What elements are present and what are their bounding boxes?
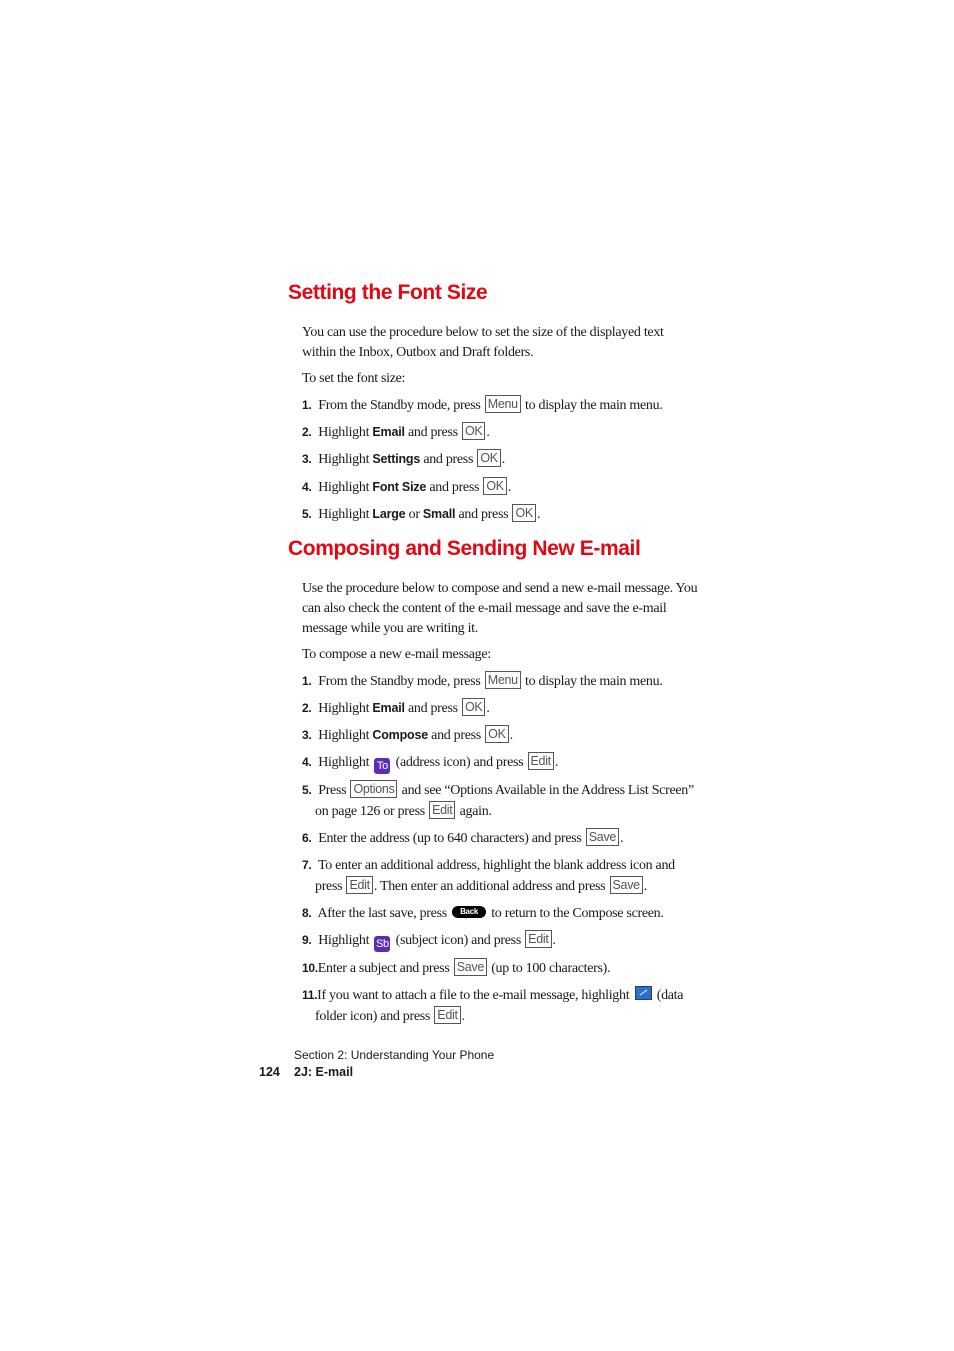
menu-key: Menu <box>485 395 521 413</box>
footer-section: Section 2: Understanding Your Phone <box>294 1048 495 1062</box>
subject-icon: Sb <box>375 938 389 950</box>
section-title-compose: Composing and Sending New E-mail <box>288 537 641 560</box>
address-icon: To <box>374 758 390 774</box>
font-step-3: 3. Highlight Settings and press OK . <box>302 451 505 467</box>
section-title-font-size: Setting the Font Size <box>288 281 488 304</box>
compose-step-10: 10.Enter a subject and press Save (up to 100 characters). <box>302 960 611 976</box>
ok-key: OK <box>512 504 535 522</box>
font-intro: You can use the procedure below to set the size of the displayed text within the Inbox, Outbox and Draft folders. <box>302 325 664 360</box>
ok-key: OK <box>483 477 506 495</box>
compose-step-7: 7. To enter an additional address, highlight the blank address icon and press Edit . Then enter an additional address and press Save . <box>302 858 675 894</box>
font-step-5: 5. Highlight Large or Small and press OK . <box>302 506 541 522</box>
compose-step-11: 11.If you want to attach a file to the e-mail message, highlight (data folder icon) and press Edit . <box>302 988 684 1024</box>
footer-chapter: 2J: E-mail <box>294 1065 354 1079</box>
menu-key: Menu <box>485 671 521 689</box>
save-key: Save <box>610 876 643 894</box>
compose-step-4: 4. Highlight To (address icon) and press Edit . <box>302 754 559 772</box>
back-key-icon: Back <box>452 906 486 918</box>
font-step-4: 4. Highlight Font Size and press OK . <box>302 479 512 495</box>
compose-lead: To compose a new e-mail message: <box>302 647 491 662</box>
compose-intro: Use the procedure below to compose and send a new e-mail message. You can also check the content of the e-mail message and save the e-mail message while you are writing it. <box>302 581 698 636</box>
compose-step-8: 8. After the last save, press Back to return to the Compose screen. <box>302 906 664 921</box>
edit-key: Edit <box>528 752 554 770</box>
compose-step-1: 1. From the Standby mode, press Menu to display the main menu. <box>302 673 663 689</box>
compose-step-5: 5. Press Options and see “Options Available in the Address List Screen” on page 126 or press Edit again. <box>302 782 694 819</box>
compose-step-3: 3. Highlight Compose and press OK . <box>302 727 513 743</box>
compose-step-9: 9. Highlight Sb (subject icon) and press Edit . <box>302 932 556 950</box>
edit-key: Edit <box>346 876 372 894</box>
data-folder-icon <box>635 986 652 1000</box>
edit-key: Edit <box>429 801 455 819</box>
save-key: Save <box>454 958 487 976</box>
ok-key: OK <box>462 698 485 716</box>
font-step-2: 2. Highlight Email and press OK . <box>302 424 490 440</box>
page-number: 124 <box>259 1065 280 1079</box>
options-key: Options <box>350 780 397 798</box>
compose-step-2: 2. Highlight Email and press OK . <box>302 700 490 716</box>
edit-key: Edit <box>434 1006 460 1024</box>
font-step-1: 1. From the Standby mode, press Menu to display the main menu. <box>302 397 663 413</box>
edit-key: Edit <box>525 930 551 948</box>
ok-key: OK <box>462 422 485 440</box>
ok-key: OK <box>477 449 500 467</box>
save-key: Save <box>586 828 619 846</box>
font-lead: To set the font size: <box>302 371 406 386</box>
ok-key: OK <box>485 725 508 743</box>
compose-step-6: 6. Enter the address (up to 640 characters) and press Save . <box>302 830 624 846</box>
